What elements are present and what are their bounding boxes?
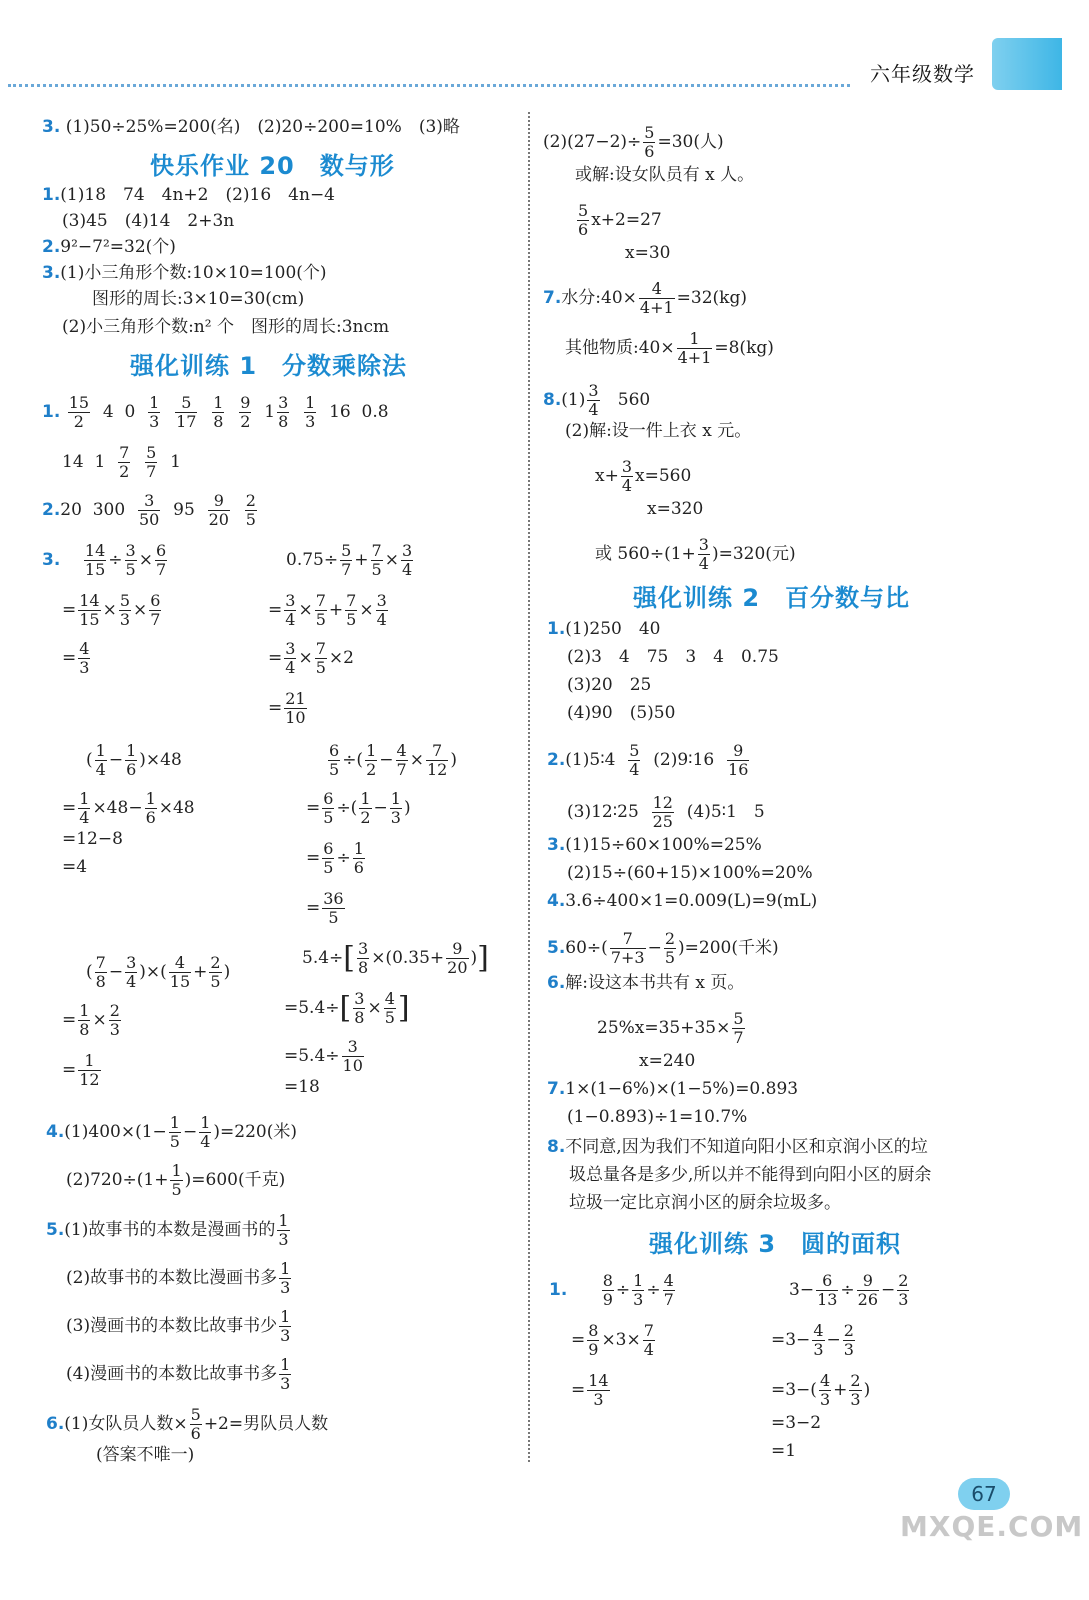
fraction: $\frac{3}{4}$ bbox=[401, 541, 413, 579]
calc-line: =5.4÷ $\frac{3}{10}$ bbox=[284, 1037, 363, 1075]
answer-line: (1−0.893)÷1=10.7% bbox=[567, 1107, 748, 1127]
fraction: $\frac{6}{5}$ bbox=[329, 741, 340, 779]
fraction: $\frac{1}{3}$ bbox=[280, 1307, 291, 1345]
answer-text: 水分:40× bbox=[561, 288, 637, 308]
question-number: 3. bbox=[42, 117, 61, 137]
answer-text: (2)9∶16 bbox=[653, 750, 715, 770]
calc-line bbox=[575, 202, 662, 239]
calc-line: = $\frac{1}{4}$ ×48− $\frac{1}{6}$ ×48 bbox=[62, 789, 195, 827]
fraction: $\frac{5}{6}$ bbox=[644, 123, 655, 161]
fraction: $\frac{2}{5}$ bbox=[245, 491, 256, 529]
fraction: $\frac{7}{12}$ bbox=[426, 741, 448, 779]
calc-line: = $\frac{4}{3}$ bbox=[62, 639, 90, 677]
answer-line bbox=[547, 930, 779, 967]
calc-line: = $\frac{36}{5}$ bbox=[306, 889, 344, 927]
fraction: $\frac{3}{8}$ bbox=[354, 989, 365, 1027]
answer-text: x+2=27 bbox=[591, 210, 662, 230]
calc-line: =3−( $\frac{4}{3}$ + $\frac{2}{3}$ ) bbox=[771, 1371, 871, 1409]
answer-line bbox=[543, 124, 724, 161]
answer-text: x=560 bbox=[635, 466, 692, 486]
calc-line: = $\frac{1}{8}$ × $\frac{2}{3}$ bbox=[62, 1001, 120, 1039]
fraction: $\frac{3}{4}$ bbox=[285, 639, 296, 677]
fraction: $\frac{4}{15}$ bbox=[169, 953, 191, 991]
answer-text: =8(kg) bbox=[714, 338, 774, 358]
fraction: $\frac{4}{3}$ bbox=[813, 1321, 824, 1359]
fraction: $\frac{6}{7}$ bbox=[150, 591, 161, 629]
fraction: $\frac{3}{8}$ bbox=[358, 939, 369, 977]
section-title: 强化训练 3 圆的面积 bbox=[649, 1230, 902, 1258]
section-title: 强化训练 1 分数乘除法 bbox=[130, 352, 408, 380]
fraction: $\frac{4}{4+1}$ bbox=[639, 279, 674, 317]
answer-text: − bbox=[182, 1122, 198, 1142]
answer-text: )=320(元) bbox=[711, 544, 796, 564]
fraction: $\frac{3}{10}$ bbox=[342, 1037, 363, 1075]
fraction: $\frac{1}{6}$ bbox=[126, 741, 137, 779]
question-number: 2. bbox=[42, 237, 61, 257]
fraction: $\frac{7}{5}$ bbox=[315, 591, 326, 629]
answer-text: − bbox=[647, 938, 662, 958]
answer-text: (1)400×(1− bbox=[64, 1122, 167, 1142]
calc-line: = $\frac{14}{15}$ × $\frac{5}{3}$ × $\frac{6}{7}$ bbox=[62, 591, 161, 629]
page-number: 67 bbox=[958, 1478, 1010, 1510]
fraction: $\frac{7}{4}$ bbox=[643, 1321, 654, 1359]
fraction: $\frac{3}{4}$ bbox=[621, 457, 633, 495]
calc-line: =5.4÷[ $\frac{3}{8}$ × $\frac{4}{5}$ ] bbox=[284, 989, 410, 1027]
fraction: $\frac{9}{16}$ bbox=[728, 741, 749, 779]
answer-text: (1)15÷60×100%=25% bbox=[565, 835, 762, 855]
fraction: $\frac{4}{3}$ bbox=[819, 1371, 831, 1409]
fraction: $\frac{2}{3}$ bbox=[850, 1371, 861, 1409]
answer-line: (3)45 (4)14 2+3n bbox=[62, 211, 235, 231]
fraction: $\frac{3}{4}$ bbox=[376, 591, 387, 629]
page-header-title: 六年级数学 bbox=[870, 62, 975, 86]
question-number: 4. bbox=[547, 891, 566, 911]
answer-line bbox=[66, 1260, 293, 1297]
answer-text: 60÷( bbox=[565, 938, 608, 958]
calc-line: ( $\frac{1}{4}$ − $\frac{1}{6}$ )×48 bbox=[86, 741, 182, 779]
fraction: $\frac{2}{3}$ bbox=[109, 1001, 120, 1039]
section-title: 快乐作业 20 数与形 bbox=[150, 152, 395, 180]
answer-line bbox=[565, 330, 774, 367]
header-divider bbox=[8, 84, 850, 87]
fraction: $\frac{1}{12}$ bbox=[79, 1051, 100, 1089]
fraction: $\frac{9}{20}$ bbox=[208, 491, 229, 529]
answer-line bbox=[46, 1114, 297, 1151]
calc-line: 0.75÷ $\frac{5}{7}$ + $\frac{7}{5}$ × $\frac{3}{4}$ bbox=[286, 541, 413, 579]
section-title: 强化训练 2 百分数与比 bbox=[633, 584, 911, 612]
fraction: $\frac{15}{2}$ bbox=[68, 393, 90, 431]
question-number: 8. bbox=[543, 390, 562, 410]
answer-text: (3)漫画书的本数比故事书少 bbox=[66, 1316, 278, 1336]
answer-line: 垃圾一定比京润小区的厨余垃圾多。 bbox=[569, 1193, 841, 1213]
calc-line: = $\frac{8}{9}$ ×3× $\frac{7}{4}$ bbox=[571, 1321, 654, 1359]
answer-line: 2.20 300 $\frac{3}{50}$ 95 $\frac{9}{20}$ $\frac{2}{5}$ bbox=[42, 491, 256, 529]
calc-line: x=320 bbox=[647, 499, 704, 519]
fraction: $\frac{1}{3}$ bbox=[149, 393, 160, 431]
fraction: $\frac{1}{4}$ bbox=[200, 1113, 211, 1151]
watermark: MXQE.COM bbox=[900, 1510, 1084, 1543]
fraction: $\frac{5}{7}$ bbox=[146, 443, 157, 481]
fraction: $\frac{9}{26}$ bbox=[857, 1271, 879, 1309]
answer-text: (1)50÷25%=200(名) (2)20÷200=10% (3)略 bbox=[65, 117, 460, 137]
answer-text: (4)5∶1 5 bbox=[686, 802, 765, 822]
answer-text: )=200(千米) bbox=[678, 938, 779, 958]
fraction: $\frac{5}{7}$ bbox=[341, 541, 352, 579]
fraction: $\frac{36}{5}$ bbox=[323, 889, 344, 927]
answer-line bbox=[547, 834, 762, 856]
answer-text: +2=男队员人数 bbox=[203, 1414, 329, 1434]
fraction: $\frac{3}{4}$ bbox=[126, 953, 137, 991]
fraction: $\frac{6}{13}$ bbox=[817, 1271, 838, 1309]
answer-line bbox=[547, 742, 751, 779]
calc-line: 1. $\frac{8}{9}$ ÷ $\frac{1}{3}$ ÷ $\frac{4}{7}$ bbox=[549, 1271, 674, 1309]
answer-line bbox=[567, 794, 765, 831]
question-number: 2. bbox=[42, 500, 61, 520]
column-divider bbox=[528, 112, 530, 1462]
fraction: $\frac{7}{7+3}$ bbox=[610, 929, 645, 967]
answer-text: (1)250 40 bbox=[565, 619, 661, 639]
question-number: 6. bbox=[547, 973, 566, 993]
answer-text: 3.6÷400×1=0.009(L)=9(mL) bbox=[565, 891, 818, 911]
answer-line bbox=[547, 890, 817, 912]
calc-line: $\frac{6}{5}$ ÷( $\frac{1}{2}$ − $\frac{4}{7}$ × $\frac{7}{12}$ ) bbox=[329, 741, 457, 779]
fraction: $\frac{8}{9}$ bbox=[588, 1321, 599, 1359]
fraction: $\frac{1}{4}$ bbox=[95, 741, 106, 779]
answer-line: (3)20 25 bbox=[567, 675, 652, 695]
answer-line bbox=[42, 116, 460, 138]
calc-line: 5.4÷[ $\frac{3}{8}$ ×(0.35+ $\frac{9}{20}$ )] bbox=[302, 939, 489, 977]
answer-text: 25%x=35+35× bbox=[597, 1018, 731, 1038]
fraction: $\frac{5}{6}$ bbox=[578, 201, 589, 239]
calc-line bbox=[595, 536, 796, 573]
answer-line: (2)3 4 75 3 4 0.75 bbox=[567, 647, 779, 667]
fraction: $\frac{1}{6}$ bbox=[353, 839, 364, 877]
answer-line bbox=[543, 280, 747, 317]
calc-line: 3. $\frac{14}{15}$ ÷ $\frac{3}{5}$ × $\frac{6}{7}$ bbox=[42, 541, 167, 579]
fraction: $\frac{5}{17}$ bbox=[176, 393, 197, 431]
fraction: $\frac{8}{9}$ bbox=[602, 1271, 613, 1309]
fraction: $\frac{14}{15}$ bbox=[84, 541, 106, 579]
fraction: $\frac{1}{5}$ bbox=[171, 1161, 182, 1199]
calc-line: = $\frac{6}{5}$ ÷ $\frac{1}{6}$ bbox=[306, 839, 364, 877]
fraction: $\frac{7}{8}$ bbox=[95, 953, 106, 991]
calc-line: =3− $\frac{4}{3}$ − $\frac{2}{3}$ bbox=[771, 1321, 854, 1359]
fraction: $\frac{6}{7}$ bbox=[155, 541, 167, 579]
fraction: $\frac{21}{10}$ bbox=[285, 689, 306, 727]
answer-line bbox=[42, 184, 335, 206]
calc-line: =12−8 bbox=[62, 829, 123, 849]
question-number: 1. bbox=[549, 1280, 568, 1300]
calc-line: =1 bbox=[771, 1441, 797, 1461]
fraction: $\frac{1}{8}$ bbox=[79, 1001, 90, 1039]
calc-line: =3−2 bbox=[771, 1413, 822, 1433]
calc-line: ( $\frac{7}{8}$ − $\frac{3}{4}$ )×( $\frac{4}{15}$ + $\frac{2}{5}$ ) bbox=[86, 953, 231, 991]
fraction: $\frac{4}{5}$ bbox=[384, 989, 395, 1027]
question-number: 4. bbox=[46, 1122, 65, 1142]
fraction: $\frac{7}{5}$ bbox=[346, 591, 357, 629]
answer-text: (1)故事书的本数是漫画书的 bbox=[64, 1220, 276, 1240]
answer-line: 圾总量各是多少,所以并不能得到向阳小区的厨余 bbox=[569, 1165, 932, 1185]
answer-text: (1)5∶4 bbox=[565, 750, 616, 770]
answer-text: (1)小三角形个数:10×10=100(个) bbox=[60, 263, 327, 283]
question-number: 7. bbox=[547, 1079, 566, 1099]
answer-line: (2)小三角形个数:n² 个 图形的周长:3ncm bbox=[62, 317, 390, 337]
question-number: 3. bbox=[547, 835, 566, 855]
fraction: $\frac{1}{2}$ bbox=[366, 741, 377, 779]
fraction: $\frac{14}{3}$ bbox=[588, 1371, 609, 1409]
fraction: $\frac{4}{3}$ bbox=[79, 639, 90, 677]
question-number: 1. bbox=[547, 619, 566, 639]
answer-text: 解:设这本书共有 x 页。 bbox=[565, 973, 745, 993]
answer-line bbox=[547, 1136, 928, 1158]
fraction: $\frac{2}{3}$ bbox=[898, 1271, 909, 1309]
question-number: 3. bbox=[42, 263, 61, 283]
answer-line: (2)解:设一件上衣 x 元。 bbox=[565, 421, 752, 441]
calc-line: = $\frac{21}{10}$ bbox=[268, 689, 306, 727]
fraction: $\frac{9}{20}$ bbox=[447, 939, 468, 977]
fraction: $\frac{2}{5}$ bbox=[664, 929, 676, 967]
answer-line: (4)90 (5)50 bbox=[567, 703, 676, 723]
answer-text: 不同意,因为我们不知道向阳小区和京润小区的垃 bbox=[565, 1137, 928, 1157]
fraction: $\frac{3}{4}$ bbox=[588, 381, 599, 419]
question-number: 5. bbox=[46, 1220, 65, 1240]
fraction: $\frac{6}{5}$ bbox=[323, 839, 334, 877]
answer-text: (1)18 74 4n+2 (2)16 4n−4 bbox=[60, 185, 336, 205]
fraction: $\frac{3}{8}$ bbox=[278, 393, 289, 431]
answer-line: (2)15÷(60+15)×100%=20% bbox=[567, 863, 813, 883]
fraction: $\frac{5}{4}$ bbox=[629, 741, 640, 779]
fraction: $\frac{4}{7}$ bbox=[396, 741, 407, 779]
question-number: 5. bbox=[547, 938, 566, 958]
answer-line bbox=[547, 972, 744, 994]
fraction: $\frac{1}{6}$ bbox=[145, 789, 156, 827]
fraction: $\frac{9}{2}$ bbox=[240, 393, 251, 431]
answer-line: 或解:设女队员有 x 人。 bbox=[575, 165, 755, 185]
answer-line: 14 1 $\frac{7}{2}$ $\frac{5}{7}$ 1 bbox=[62, 443, 181, 481]
fraction: $\frac{3}{50}$ bbox=[139, 491, 160, 529]
fraction: $\frac{6}{5}$ bbox=[323, 789, 334, 827]
calc-line: = $\frac{6}{5}$ ÷( $\frac{1}{2}$ − $\frac{1}{3}$ ) bbox=[306, 789, 411, 827]
answer-line bbox=[66, 1162, 285, 1199]
answer-line: 8.(1) $\frac{3}{4}$ 560 bbox=[543, 381, 651, 419]
calc-line bbox=[595, 458, 691, 495]
fraction: $\frac{14}{15}$ bbox=[79, 591, 100, 629]
fraction: $\frac{3}{4}$ bbox=[698, 535, 709, 573]
fraction: $\frac{7}{2}$ bbox=[119, 443, 130, 481]
fraction: $\frac{4}{7}$ bbox=[663, 1271, 674, 1309]
calc-line: =18 bbox=[284, 1077, 320, 1097]
fraction: $\frac{1}{8}$ bbox=[213, 393, 224, 431]
fraction: $\frac{1}{3}$ bbox=[633, 1271, 644, 1309]
answer-text: (2)720÷(1+ bbox=[66, 1170, 169, 1190]
calc-line: 3− $\frac{6}{13}$ ÷ $\frac{9}{26}$ − $\frac{2}{3}$ bbox=[789, 1271, 909, 1309]
fraction: $\frac{7}{5}$ bbox=[371, 541, 382, 579]
fraction: $\frac{1}{5}$ bbox=[169, 1113, 180, 1151]
answer-line bbox=[42, 236, 176, 258]
answer-line bbox=[46, 1406, 328, 1443]
fraction: $\frac{1}{4}$ bbox=[79, 789, 90, 827]
answer-text: x+ bbox=[595, 466, 619, 486]
answer-line: 图形的周长:3×10=30(cm) bbox=[92, 289, 305, 309]
question-number: 6. bbox=[46, 1414, 65, 1434]
question-number: 1. bbox=[42, 185, 61, 205]
question-number: 2. bbox=[547, 750, 566, 770]
answer-text: 9²−7²=32(个) bbox=[60, 237, 176, 257]
answer-line bbox=[46, 1212, 292, 1249]
fraction: $\frac{5}{7}$ bbox=[733, 1009, 744, 1047]
calc-line: = $\frac{1}{12}$ bbox=[62, 1051, 100, 1089]
answer-line bbox=[547, 1078, 798, 1100]
calc-line bbox=[597, 1010, 747, 1047]
answer-text: 其他物质:40× bbox=[565, 338, 675, 358]
header-tab-decoration bbox=[992, 38, 1062, 90]
fraction: $\frac{1}{3}$ bbox=[278, 1211, 289, 1249]
fraction: $\frac{2}{3}$ bbox=[843, 1321, 854, 1359]
question-number: 7. bbox=[543, 288, 562, 308]
fraction: $\frac{1}{3}$ bbox=[280, 1355, 291, 1393]
calc-line: = $\frac{3}{4}$ × $\frac{7}{5}$ + $\frac{7}{5}$ × $\frac{3}{4}$ bbox=[268, 591, 387, 629]
fraction: $\frac{3}{5}$ bbox=[125, 541, 136, 579]
answer-text: (2)(27−2)÷ bbox=[543, 132, 642, 152]
answer-text: )=600(千克) bbox=[184, 1170, 286, 1190]
answer-line: 1. $\frac{15}{2}$ 4 0 $\frac{1}{3}$ $\frac{5}{17}$ $\frac{1}{8}$ $\frac{9}{2}$ 1 $\frac{3}{8}$ $\frac{1}{3}$ 16 0.8 bbox=[42, 393, 389, 431]
answer-line bbox=[66, 1356, 293, 1393]
fraction: $\frac{7}{5}$ bbox=[315, 639, 326, 677]
answer-text: =32(kg) bbox=[676, 288, 747, 308]
answer-text: 560 bbox=[617, 390, 651, 410]
calc-line: x=240 bbox=[639, 1051, 696, 1071]
fraction: $\frac{12}{25}$ bbox=[652, 793, 673, 831]
answer-text: )=220(米) bbox=[213, 1122, 297, 1142]
fraction: $\frac{1}{2}$ bbox=[360, 789, 371, 827]
fraction: $\frac{2}{5}$ bbox=[210, 953, 221, 991]
fraction: $\frac{1}{3}$ bbox=[280, 1259, 291, 1297]
answer-text: =30(人) bbox=[657, 132, 724, 152]
question-number: 1. bbox=[42, 402, 61, 422]
answer-text: (3)12∶25 bbox=[567, 802, 639, 822]
answer-line bbox=[66, 1308, 293, 1345]
fraction: $\frac{1}{3}$ bbox=[305, 393, 316, 431]
fraction: $\frac{1}{3}$ bbox=[390, 789, 401, 827]
answer-text: 1×(1−6%)×(1−5%)=0.893 bbox=[565, 1079, 799, 1099]
answer-line bbox=[42, 262, 327, 284]
calc-line: =4 bbox=[62, 857, 88, 877]
fraction: $\frac{5}{6}$ bbox=[190, 1405, 201, 1443]
fraction: $\frac{3}{4}$ bbox=[285, 591, 296, 629]
calc-line: = $\frac{14}{3}$ bbox=[571, 1371, 609, 1409]
answer-text: (1)女队员人数× bbox=[64, 1414, 188, 1434]
fraction: $\frac{5}{3}$ bbox=[119, 591, 131, 629]
question-number: 8. bbox=[547, 1137, 566, 1157]
answer-text: (2)故事书的本数比漫画书多 bbox=[66, 1268, 278, 1288]
fraction: $\frac{1}{4+1}$ bbox=[677, 329, 712, 367]
answer-text: (4)漫画书的本数比故事书多 bbox=[66, 1364, 278, 1384]
answer-line bbox=[547, 618, 660, 640]
question-number: 3. bbox=[42, 550, 61, 570]
answer-note: (答案不唯一) bbox=[96, 1445, 195, 1465]
calc-line: x=30 bbox=[625, 243, 671, 263]
calc-line: = $\frac{3}{4}$ × $\frac{7}{5}$ ×2 bbox=[268, 639, 354, 677]
answer-text: 或 560÷(1+ bbox=[595, 544, 696, 564]
